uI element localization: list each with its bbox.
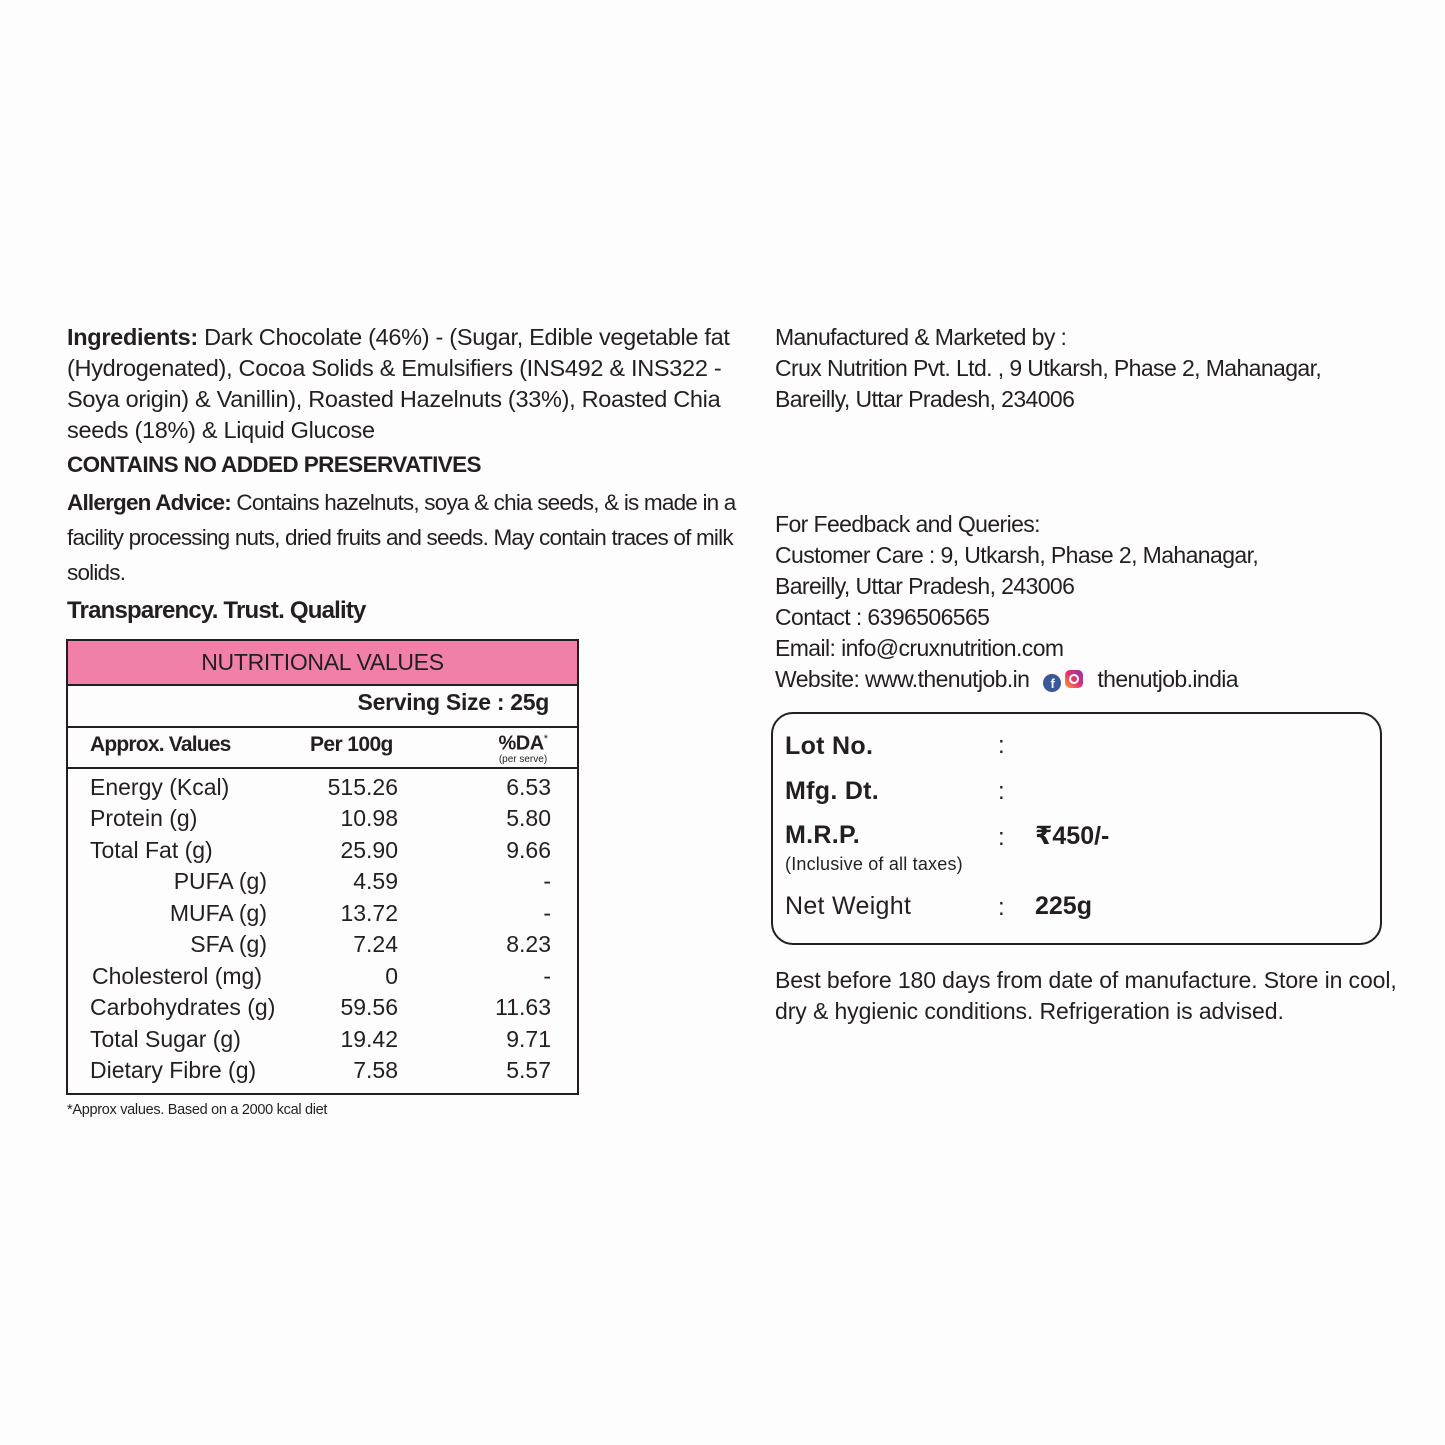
- nutrient-label: Cholesterol (mg): [92, 963, 262, 989]
- nutrition-title: NUTRITIONAL VALUES: [68, 641, 577, 686]
- facebook-icon: f: [1043, 674, 1061, 692]
- nutrient-label: Total Fat (g): [90, 837, 213, 863]
- column-header-approx: Approx. Values: [90, 733, 231, 756]
- per100-value: 0: [385, 963, 398, 989]
- table-row: [68, 868, 577, 899]
- column-header-da-sub: (per serve): [498, 753, 548, 765]
- instagram-icon: [1065, 670, 1083, 688]
- mfg-date-label: Mfg. Dt.: [785, 777, 880, 805]
- batch-info-box: [771, 712, 1382, 945]
- da-value: 9.71: [506, 1026, 551, 1052]
- per100-value: 25.90: [340, 837, 398, 863]
- contact-email: Email: info@cruxnutrition.com: [775, 635, 1064, 661]
- net-weight-label: Net Weight: [785, 892, 912, 920]
- table-row: [68, 805, 577, 836]
- colon: :: [998, 894, 1005, 921]
- divider: [68, 726, 577, 728]
- contact-phone: Contact : 6396506565: [775, 604, 990, 630]
- allergen-label: Allergen Advice:: [67, 490, 231, 515]
- table-row: [68, 837, 577, 868]
- table-row: [68, 774, 577, 805]
- column-header-da: [488, 729, 558, 766]
- nutrient-label: MUFA (g): [169, 900, 267, 926]
- nutrient-label: Energy (Kcal): [90, 774, 230, 800]
- mrp-value: ₹450/-: [1035, 822, 1110, 850]
- da-value: 5.80: [506, 805, 551, 831]
- preservatives-notice: CONTAINS NO ADDED PRESERVATIVES: [67, 452, 481, 477]
- customer-care-address: Bareilly, Uttar Pradesh, 243006: [775, 573, 1075, 599]
- manufacturer-address-line: Crux Nutrition Pvt. Ltd. , 9 Utkarsh, Phase 2, Mahanagar,: [775, 355, 1322, 381]
- mrp-note: (Inclusive of all taxes): [785, 854, 963, 874]
- manufacturer-info: [775, 322, 1395, 415]
- social-handle: thenutjob.india: [1097, 666, 1238, 692]
- per100-value: 7.24: [353, 931, 398, 957]
- table-row: [68, 1026, 577, 1057]
- da-value: 6.53: [506, 774, 551, 800]
- table-row: [68, 931, 577, 962]
- nutrient-label: Carbohydrates (g): [90, 994, 276, 1020]
- manufacturer-address-line: Bareilly, Uttar Pradesh, 234006: [775, 386, 1075, 412]
- ingredients-label: Ingredients:: [67, 324, 198, 350]
- net-weight-value: 225g: [1035, 892, 1092, 920]
- website-url: Website: www.thenutjob.in: [775, 666, 1030, 692]
- column-header-da-label: %DA: [498, 732, 544, 755]
- nutrient-label: Total Sugar (g): [90, 1026, 241, 1052]
- allergen-advice: [67, 485, 747, 590]
- feedback-info: [775, 509, 1415, 695]
- best-before-notice: Best before 180 days from date of manufacture. Store in cool, dry & hygienic conditions. Refrigeration is advised.: [775, 967, 1397, 1024]
- table-row: [68, 963, 577, 994]
- website-line: [775, 664, 1415, 695]
- customer-care-address: Customer Care : 9, Utkarsh, Phase 2, Mahanagar,: [775, 542, 1259, 568]
- per100-value: 4.59: [353, 868, 398, 894]
- lot-number-label: Lot No.: [785, 732, 874, 760]
- nutrition-table: [66, 639, 579, 1095]
- da-value: -: [543, 963, 551, 989]
- table-row: [68, 1057, 577, 1088]
- feedback-heading: For Feedback and Queries:: [775, 511, 1040, 537]
- nutrient-label: SFA (g): [190, 931, 267, 957]
- table-row: [68, 900, 577, 931]
- da-value: -: [543, 900, 551, 926]
- manufacturer-heading: Manufactured & Marketed by :: [775, 324, 1067, 350]
- footnote-mark: *: [543, 733, 548, 745]
- nutrient-label: Dietary Fibre (g): [90, 1057, 257, 1083]
- per100-value: 59.56: [340, 994, 398, 1020]
- per100-value: 10.98: [340, 805, 398, 831]
- nutrition-footnote: *Approx values. Based on a 2000 kcal diet: [67, 1102, 328, 1118]
- divider: [68, 767, 577, 769]
- nutrient-label: Protein (g): [90, 805, 198, 831]
- per100-value: 13.72: [340, 900, 398, 926]
- brand-tagline: Transparency. Trust. Quality: [67, 597, 366, 624]
- da-value: 9.66: [506, 837, 551, 863]
- per100-value: 7.58: [353, 1057, 398, 1083]
- da-value: 8.23: [506, 931, 551, 957]
- serving-size: Serving Size : 25g: [357, 689, 549, 715]
- per100-value: 19.42: [340, 1026, 398, 1052]
- colon: :: [998, 824, 1005, 851]
- da-value: -: [543, 868, 551, 894]
- ingredients-text: [67, 322, 747, 446]
- per100-value: 515.26: [327, 774, 398, 800]
- mrp-label: M.R.P.: [785, 821, 860, 849]
- allergen-body: Contains hazelnuts, soya & chia seeds, & is made in a facility processing nuts, dried fruits and seeds. May contain traces of milk solids.: [67, 490, 736, 585]
- colon: :: [998, 732, 1005, 759]
- ingredients-body: Dark Chocolate (46%) - (Sugar, Edible vegetable fat (Hydrogenated), Cocoa Solids & Emulsifiers (INS492 & INS322 - Soya origin) & Vanillin), Roasted Hazelnuts (33%), Roasted Chia seeds (18%) & Liquid Glucose: [67, 324, 730, 443]
- table-row: [68, 994, 577, 1025]
- nutrient-label: PUFA (g): [173, 868, 267, 894]
- colon: :: [998, 778, 1005, 805]
- da-value: 11.63: [495, 994, 551, 1020]
- da-value: 5.57: [506, 1057, 551, 1083]
- column-header-per100: Per 100g: [310, 733, 393, 756]
